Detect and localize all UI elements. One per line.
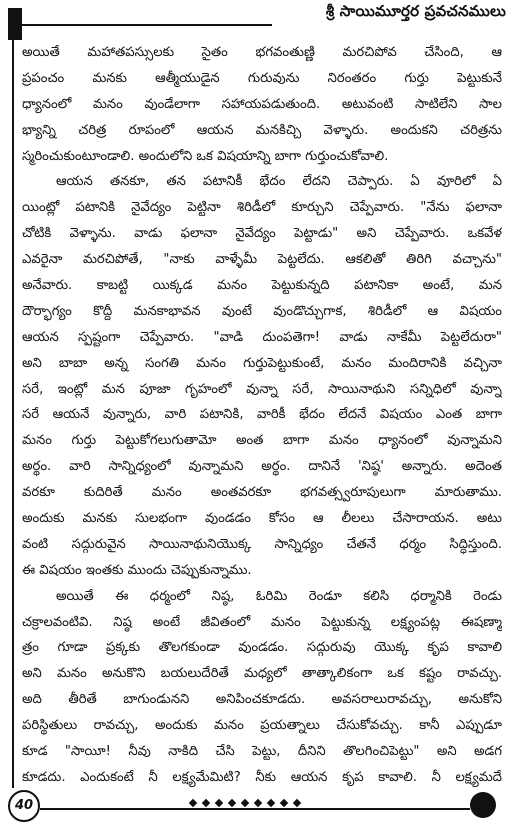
text-line: చక్రాలవంటివి. నిష్ఠ అంటే జీవితంలో మనం పెట్టుకున్న లక్ష్యంపట్ల ఈషణ్మా	[22, 614, 502, 630]
text-line: అయితే మహాతపస్సులకు సైతం భగవంతుణ్ణి మరచిపోవ చేసింది, ఆ	[22, 45, 502, 60]
text-line: అని మనం అనుకొని బయలుదేరితే మధ్యలో తాత్కాలికంగా ఒక కష్టం రావచ్చు.	[22, 666, 502, 682]
diamond-icon	[215, 799, 223, 807]
text-line: అయితే ఈ ధర్మంలో నిష్ఠ, ఓరిమి రెండూ కలిసి ధర్మానికి రెండు	[56, 588, 502, 604]
text-line: సరే ఆయనే వున్నారు, వారి పటానికి, వారికీ భేదం లేదనే విషయం ఎంత బాగా	[22, 407, 502, 423]
text-line: ధ్యానంలో మనం వుండేలాగా సహాయపడుతుంది. అటువంటి సాటిలేని సాల	[22, 96, 502, 112]
text-line: చోటికి వెళ్ళాను. వాడు ఫలానా నైవేద్యం పెట్టాడు" అని చెప్పేవారు. ఒకవేళ	[22, 226, 502, 242]
text-line: వరకూ కుదిరితే మనం అంతవరకూ భగవత్స్వరూపులుగా మారుతాము.	[22, 485, 502, 501]
diamond-icon	[202, 799, 210, 807]
text-line: సరే, ఇంట్లో మన పూజా గృహంలో వున్నా సరే, సాయినాథుని సన్నిధిలో వున్నా	[22, 381, 502, 397]
diamond-icon	[254, 799, 262, 807]
text-line: అది తీరితే బాగుండునని అనిపించకూడదు. అవసరాలురావచ్చు, అనుకోని	[22, 692, 502, 708]
text-line: అని బాబా అన్న సంగతి మనం గుర్తుపెట్టుకుంటే, మనం మందిరానికి వచ్చినా	[22, 355, 502, 371]
diamond-icon	[280, 799, 288, 807]
text-line: త్రం గూడా ప్రక్కకు తొలగకుండా వుండడం. సద్గురువు యొక్క కృప కావాలి	[22, 640, 502, 656]
header-ornament-bar	[8, 8, 22, 40]
text-line: అనేవారు. కాబట్టి యిక్కడ మనం పెట్టుకున్నది పటానికా అంటే, మన	[22, 278, 502, 294]
diamond-icon	[228, 799, 236, 807]
text-line: అందుకు మనకు సులభంగా వుండడం కోసం ఆ లీలలు చేసారాయన. అటు	[22, 511, 502, 527]
text-line: ఈ విషయం ఇంతకు ముందు చెప్పుకున్నాము.	[22, 562, 252, 578]
page-footer	[0, 780, 520, 826]
text-line: భ్యాన్ని చరిత్ర రూపంలో ఆయన మనకిచ్చి వెళ్ళారు. అందుకని చరిత్రను	[22, 122, 502, 138]
body-text	[22, 40, 502, 791]
text-line: అర్థం. వారి సాన్నిధ్యంలో వున్నామని అర్థం. దానినే 'నిష్ఠ' అన్నారు. అదెంత	[22, 459, 502, 475]
footer-circle-ornament	[470, 792, 496, 818]
text-line: ఆయన స్పష్టంగా చెప్పేవారు. "వాడి దుంపతెగా! వాడు నాకేమీ పెట్టలేదురా"	[22, 329, 502, 345]
text-line: కూడ "సాయీ! నీవు నాకిది చేసి పెట్టు, దీనిని తొలగించిపెట్టు" అని అడగ	[22, 744, 502, 760]
text-line: దౌర్భాగ్యం కొద్దీ మనకాభావన వుంటే వుండొచ్చుగాక, శిరిడీలో ఆ విషయం	[22, 303, 502, 319]
left-margin-rule	[12, 40, 14, 788]
diamond-icon	[267, 799, 275, 807]
text-line: ఆయన తనకూ, తన పటానికీ భేదం లేదని చెప్పారు. ఏ వూరిలో ఏ	[56, 174, 502, 190]
text-line: వంటి సద్గురువైన సాయినాథునియొక్క సాన్నిధ్యం చేతనే ధర్మం సిద్ధిస్తుంది.	[22, 536, 502, 552]
page-header	[0, 0, 520, 34]
diamond-icon	[189, 799, 197, 807]
text-line: స్మరించుకుంటూండాలి. అందులోని ఒక విషయాన్ని బాగా గుర్తుంచుకోవాలి.	[22, 148, 389, 164]
text-line: ఎవరైనా మరచిపోతే, "నాకు వాళ్ళేమీ పెట్టలేదు. ఆకలితో తిరిగి వచ్చాను"	[22, 252, 502, 268]
text-line: యింట్లో పటానికి నైవేద్యం పెట్టినా శిరిడీలో కూర్చుని చెప్పేవారు. "నేను ఫలానా	[22, 200, 502, 216]
page-number: 40	[8, 790, 40, 822]
text-line: మనం గుర్తు పెట్టుకోగలుగుతామో అంత బాగా మనం ధ్యానంలో వున్నామని	[22, 433, 502, 449]
footer-ornament	[190, 800, 300, 810]
diamond-icon	[241, 799, 249, 807]
diamond-icon	[293, 799, 301, 807]
text-line: కూడదు. ఎందుకంటే నీ లక్ష్యమేమిటి? నీకు ఆయన కృప కావాలి. నీ లక్ష్యమదే	[22, 769, 502, 785]
running-title: శ్రీ సాయిమూర్తర ప్రవచనములు	[325, 2, 506, 20]
header-rule	[22, 24, 272, 26]
text-line: ప్రపంచం మనకు ఆత్మీయుడైన గురువును నిరంతరం గుర్తు పెట్టుకునే	[22, 70, 502, 86]
text-line: పరిస్థితులు రావచ్చు, అందుకు మనం ప్రయత్నాలు చేసుకోవచ్చు. కానీ ఎప్పుడూ	[22, 718, 502, 734]
